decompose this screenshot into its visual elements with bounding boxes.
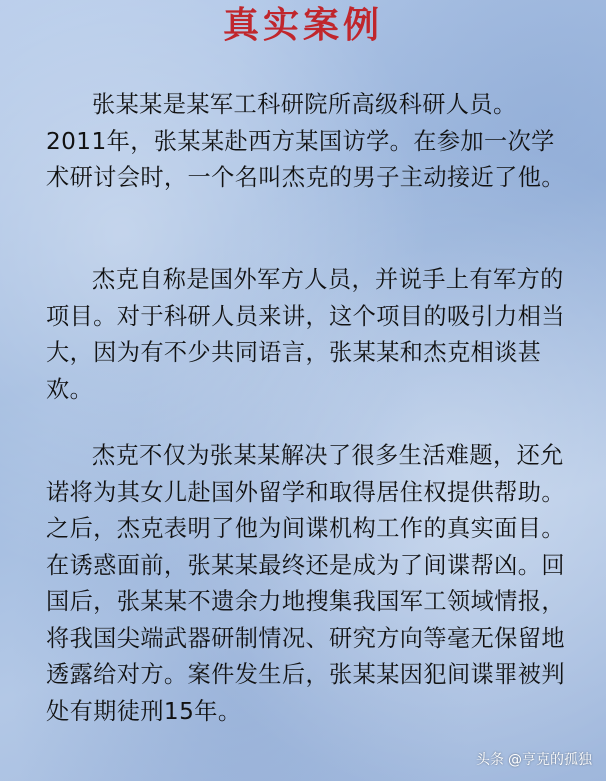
watermark-handle: @亨克的孤独 bbox=[508, 752, 592, 768]
paragraph-2: 杰克自称是国外军方人员，并说手上有军方的项目。对于科研人员来讲，这个项目的吸引力相当大，因为有不少共同语言，张某某和杰克相谈甚欢。 bbox=[46, 266, 565, 403]
paragraph-1: 张某某是某军工科研院所高级科研人员。2011年，张某某赴西方某国访学。在参加一次学术研讨会时，一个名叫杰克的男子主动接近了他。 bbox=[46, 91, 565, 191]
watermark bbox=[476, 749, 592, 769]
watermark-platform: 头条 bbox=[476, 752, 504, 768]
paragraph-3: 杰克不仅为张某某解决了很多生活难题，还允诺将为其女儿赴国外留学和取得居住权提供帮助。之后，杰克表明了他为间谍机构工作的真实面目。在诱惑面前，张某某最终还是成为了间谍帮凶。回国后，张某某不遗余力地搜集我国军工领域情报，将我国尖端武器研制情况、研究方向等毫无保留地透露给对方。案件发生后，张某某因犯间谍罪被判处有期徒刑15年。 bbox=[46, 442, 565, 725]
page-title: 真实案例 bbox=[222, 4, 383, 46]
